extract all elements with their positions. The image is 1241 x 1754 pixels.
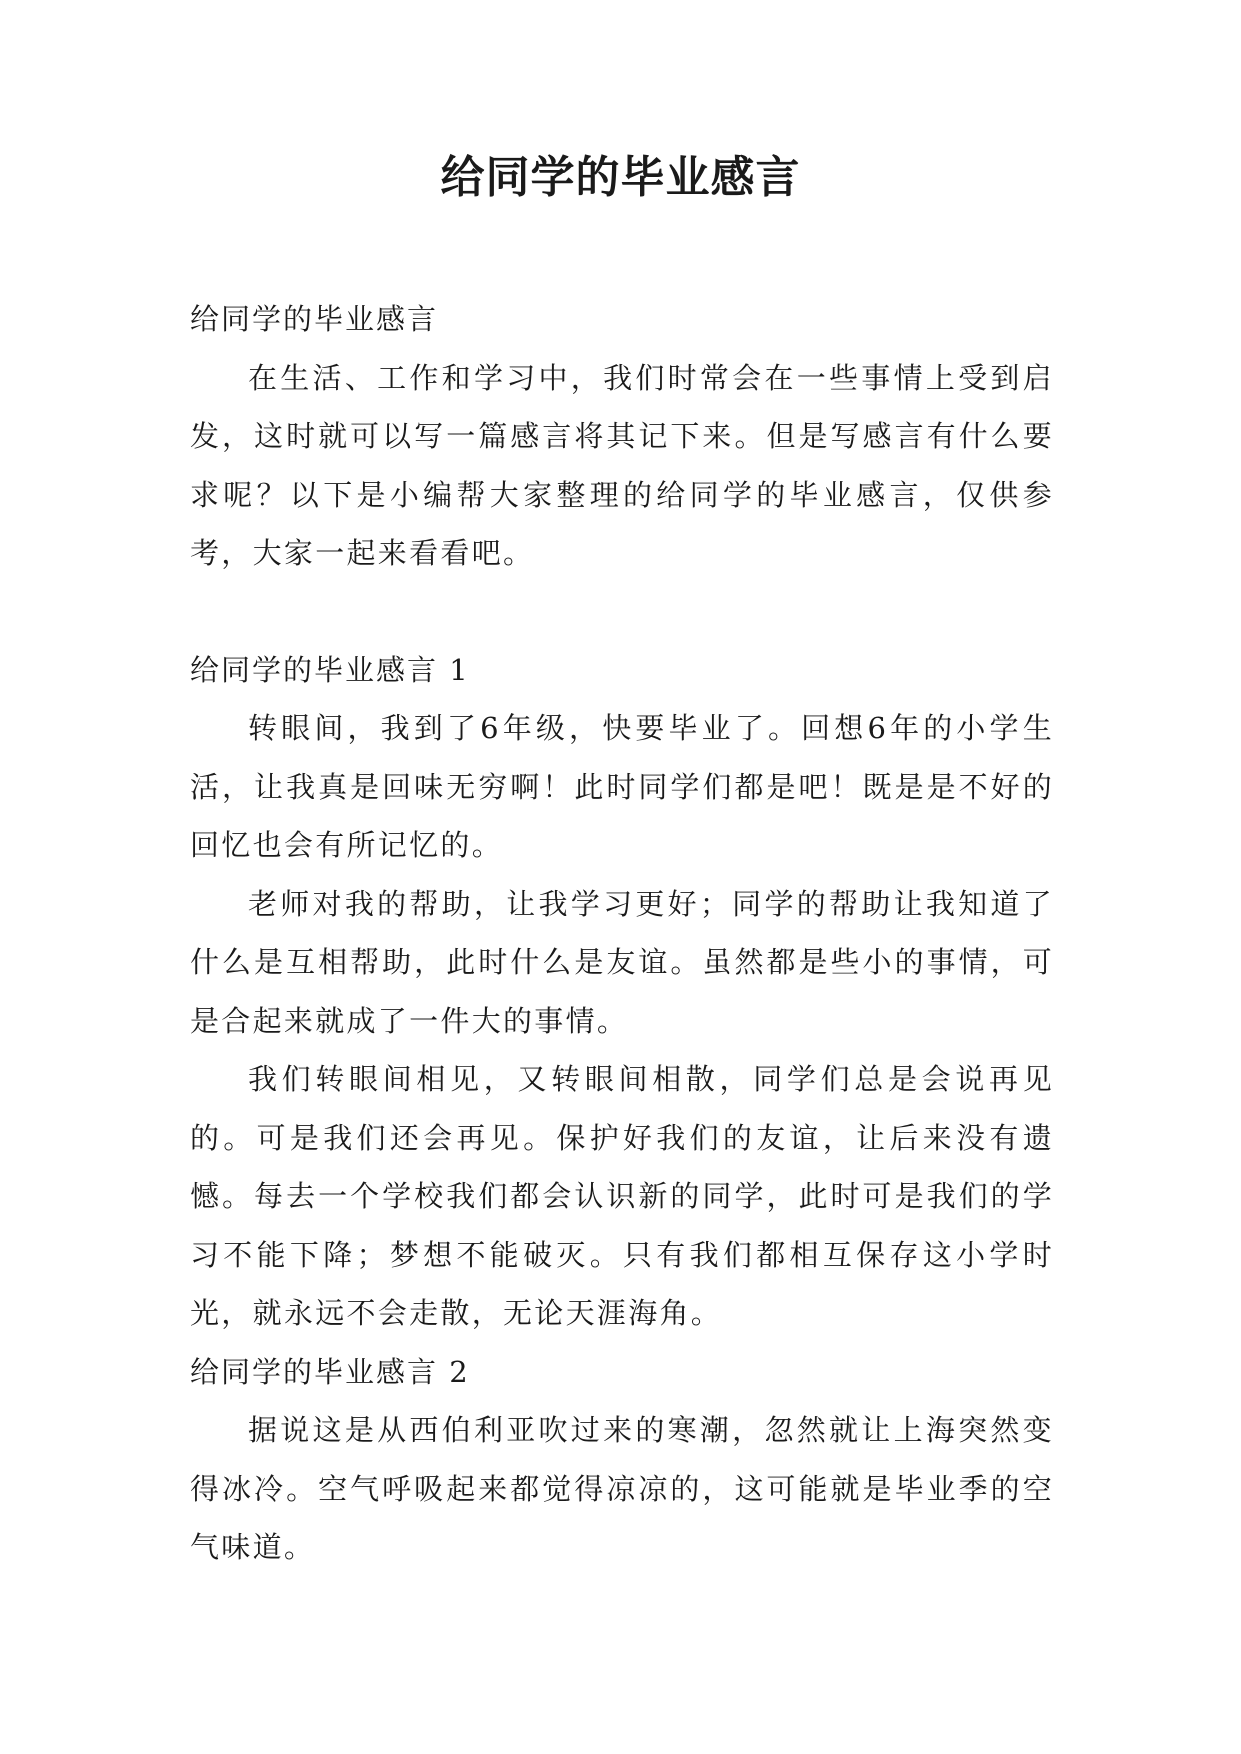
document-body <box>190 290 1054 1577</box>
section-1-paragraph-3: 我们转眼间相见，又转眼间相散，同学们总是会说再见的。可是我们还会再见。保护好我们的友谊，让后来没有遗憾。每去一个学校我们都会认识新的同学，此时可是我们的学习不能下降；梦想不能破灭。只有我们都相互保存这小学时光，就永远不会走散，无论天涯海角。 <box>190 1062 1054 1330</box>
section-1-heading: 给同学的毕业感言 1 <box>190 652 470 687</box>
section-1-paragraph-1: 转眼间，我到了6年级，快要毕业了。回想6年的小学生活，让我真是回味无穷啊！此时同学们都是吧！既是是不好的回忆也会有所记忆的。 <box>190 711 1054 862</box>
document-title: 给同学的毕业感言 <box>440 152 801 203</box>
intro-paragraph: 在生活、工作和学习中，我们时常会在一些事情上受到启发，这时就可以写一篇感言将其记下来。但是写感言有什么要求呢？以下是小编帮大家整理的给同学的毕业感言，仅供参考，大家一起来看看吧。 <box>190 360 1054 570</box>
section-spacer <box>190 583 1054 641</box>
section-2-paragraph-1: 据说这是从西伯利亚吹过来的寒潮，忽然就让上海突然变得冰冷。空气呼吸起来都觉得凉凉的，这可能就是毕业季的空气味道。 <box>190 1413 1054 1564</box>
section-1-paragraph-2: 老师对我的帮助，让我学习更好；同学的帮助让我知道了什么是互相帮助，此时什么是友谊。虽然都是些小的事情，可是合起来就成了一件大的事情。 <box>190 886 1054 1038</box>
section-2-heading: 给同学的毕业感言 2 <box>190 1354 470 1389</box>
intro-heading: 给同学的毕业感言 <box>190 302 439 336</box>
